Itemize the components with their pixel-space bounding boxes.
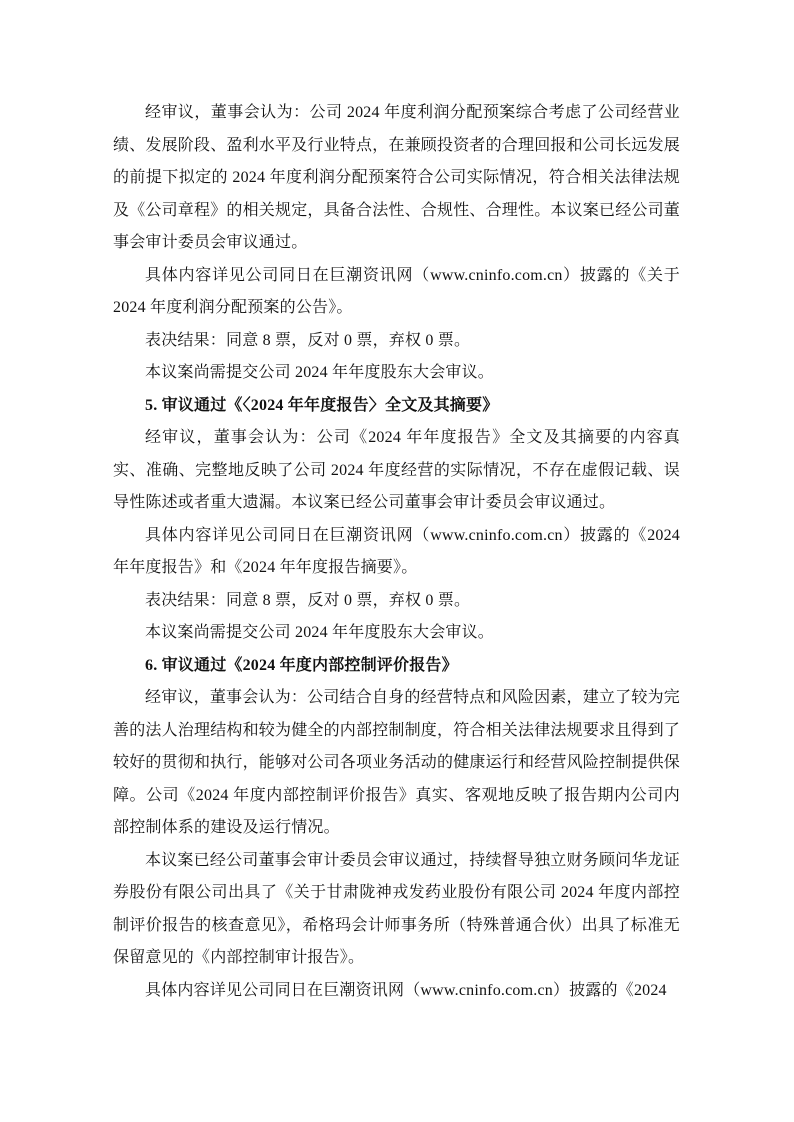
paragraph: 具体内容详见公司同日在巨潮资讯网（www.cninfo.com.cn）披露的《2024	[145, 981, 667, 999]
document-body	[113, 97, 680, 1007]
paragraph: 具体内容详见公司同日在巨潮资讯网（www.cninfo.com.cn）披露的《关于 2024 年度利润分配预案的公告》。	[113, 266, 680, 316]
paragraph: 本议案尚需提交公司 2024 年年度股东大会审议。	[145, 624, 495, 641]
paragraph: 具体内容详见公司同日在巨潮资讯网（www.cninfo.com.cn）披露的《2024 年年度报告》和《2024 年年度报告摘要》。	[113, 526, 680, 576]
paragraph: 本议案已经公司董事会审计委员会审议通过，持续督导独立财务顾问华龙证券股份有限公司出具了《关于甘肃陇神戎发药业股份有限公司 2024 年度内部控制评价报告的核查意见》，希格玛会计师事务所（特殊普通合伙）出具了标准无保留意见的《内部控制审计报告》。	[113, 851, 680, 966]
section-heading: 5. 审议通过《〈2024 年年度报告〉全文及其摘要》	[145, 396, 499, 414]
paragraph: 表决结果：同意 8 票，反对 0 票，弃权 0 票。	[145, 591, 471, 609]
paragraph: 经审议，董事会认为：公司结合自身的经营特点和风险因素，建立了较为完善的法人治理结构和较为健全的内部控制制度，符合相关法律法规要求且得到了较好的贯彻和执行，能够对公司各项业务活动的健康运行和经营风险控制提供保障。公司《2024 年度内部控制评价报告》真实、客观地反映了报告期内公司内部控制体系的建设及运行情况。	[113, 689, 681, 836]
paragraph: 经审议，董事会认为：公司《2024 年年度报告》全文及其摘要的内容真实、准确、完整地反映了公司 2024 年度经营的实际情况，不存在虚假记载、误导性陈述或者重大遗漏。本议案已经公司董事会审计委员会审议通过。	[113, 429, 680, 511]
paragraph: 本议案尚需提交公司 2024 年年度股东大会审议。	[145, 364, 495, 381]
paragraph: 经审议，董事会认为：公司 2024 年度利润分配预案综合考虑了公司经营业绩、发展阶段、盈利水平及行业特点，在兼顾投资者的合理回报和公司长远发展的前提下拟定的 2024 年度利润分配预案符合公司实际情况，符合相关法律法规及《公司章程》的相关规定，具备合法性、合规性、合理性。本议案已经公司董事会审计委员会审议通过。	[113, 104, 681, 251]
section-heading: 6. 审议通过《2024 年度内部控制评价报告》	[145, 656, 458, 674]
paragraph: 表决结果：同意 8 票，反对 0 票，弃权 0 票。	[145, 331, 471, 349]
